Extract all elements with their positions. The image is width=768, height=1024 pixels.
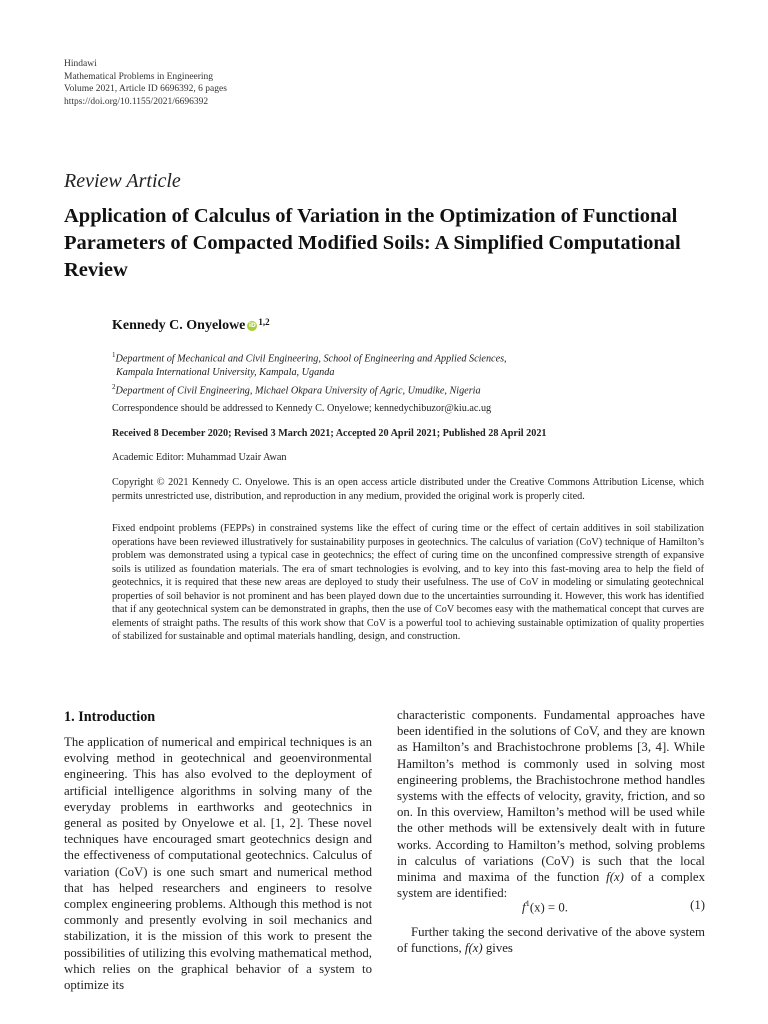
equation-number: (1) [690, 898, 705, 912]
intro-right-column: characteristic components. Fundamental approaches have been identified in the solutions of CoV, and they are known as Hamilton’s and Brachistochrone problems [3, 4]. While Hamilton’s method is commonly used in solving most engineering problems, the Brachistochrone method handles systems with the effects of velocity, gravity, friction, and so on. In this overview, Hamilton’s method will be used while the other methods will be extensively dealt with in future works. According to Hamilton’s method, solving problems in calculus of variations (CoV) is such that the local minima and maxima of the function f(x) of a complex system are identified: [397, 708, 706, 901]
doi-link[interactable]: https://doi.org/10.1155/2021/6696392 [64, 96, 209, 107]
affiliations [112, 348, 732, 399]
volume-info: Volume 2021, Article ID 6696392, 6 pages [64, 84, 227, 94]
abstract: Fixed endpoint problems (FEPPs) in constrained systems like the effect of curing time or the effect of certain additives in soil stabilization operations have been reviewed illustratively for sustainability purposes in geotechnics. The calculus of variation (CoV) technique of Hamilton’s problem was demonstrated using a typical case in geotechnics; the effect of curing time on the unconfined compressive strength of expansive soils is utilized as foundation materials. The era of smart technologies is evolving, and to key into this fast-moving area to help the field of geotechnics, it is required that these new areas are deployed to study their usefulness. The use of CoV in modeling or simulating geotechnical properties of soil behavior is not prominent and has been played down due to the uncertainties surrounding it. However, this work has identified that if any geotechnical system can be demonstrated in graphs, then the use of CoV becomes easy with the mathematical concept that curves are elements of straight paths. The results of this work show that CoV is a powerful tool to achieving sustainable optimization of quality properties of stabilized for sustainable and optimal materials handling, design, and construction. [112, 523, 704, 642]
affiliation-1-cont: Kampala International University, Kampala, Uganda [116, 367, 335, 379]
orcid-icon[interactable]: iD [248, 322, 256, 329]
author-line [112, 318, 270, 334]
intro-left-column: The application of numerical and empirical techniques is an evolving method in geotechnical and geoenvironmental engineering. This has also evolved to the deployment of artificial intelligence algorithms in solving many of the everyday problems in earthworks and geotechnics in general as posited by Onyelowe et al. [1, 2]. These novel techniques have encouraged smart geotechnics design and the effectiveness of computational geotechnics. Calculus of variation (CoV) is one such smart and numerical method that has helped researchers and engineers to resolve complex engineering problems. Although this method is not commonly and presently evolving in soil mechanics and stabilization, it is the mission of this work to present the possibilities of utilizing this evolving mathematical method, which relies on the graphical behavior of a system to optimize its [64, 735, 372, 993]
fx-symbol: f(x) [606, 870, 624, 885]
intro-right-column-cont: Further taking the second derivative of the above system of functions, f(x) gives [397, 925, 705, 956]
affiliation-1: $^1$Department of Mechanical and Civil Engineering, School of Engineering and Applied Sciences, [112, 351, 507, 365]
copyright-notice: Copyright © 2021 Kennedy C. Onyelowe. This is an open access article distributed under the Creative Commons Attribution License, which permits unrestricted use, distribution, and reproduction in any medium, provided the original work is properly cited. [112, 477, 704, 502]
author-name: Kennedy C. Onyelowe [112, 318, 246, 333]
section-heading-introduction: 1. Introduction [64, 709, 156, 725]
equation-expression: $f^1(x) = 0$. [522, 898, 568, 915]
affiliation-2: $^2$Department of Civil Engineering, Michael Okpara University of Agric, Umudike, Nigeria [112, 383, 481, 397]
publication-dates: Received 8 December 2020; Revised 3 March 2021; Accepted 20 April 2021; Published 28 April 2021 [112, 428, 547, 439]
academic-editor: Academic Editor: Muhammad Uzair Awan [112, 452, 287, 463]
paper-title: Application of Calculus of Variation in the Optimization of Functional Parameters of Compacted Modified Soils: A Simplified Computational Review [64, 205, 681, 281]
correspondence: Correspondence should be addressed to Kennedy C. Onyelowe; kennedychibuzor@kiu.ac.ug [112, 403, 492, 414]
article-type: Review Article [64, 170, 181, 192]
author-affil-marks: 1,2 [258, 317, 270, 327]
publisher-name: Hindawi [64, 59, 97, 69]
journal-header [64, 58, 227, 108]
journal-name: Mathematical Problems in Engineering [64, 71, 214, 82]
